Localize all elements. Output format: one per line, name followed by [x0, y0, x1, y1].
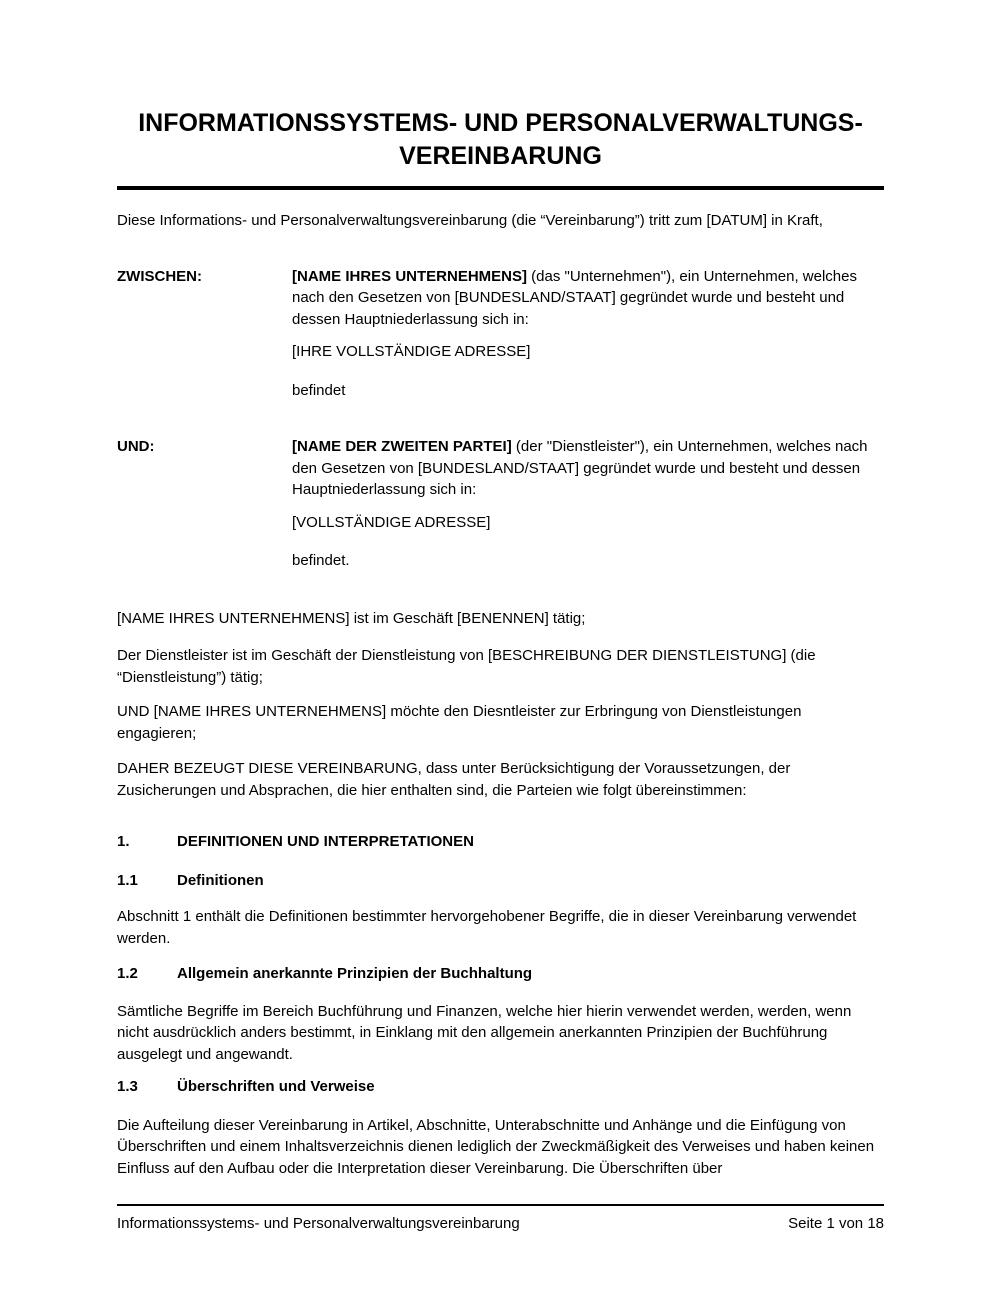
party-between-description	[292, 266, 884, 331]
section-number-1: 1.	[117, 833, 130, 850]
recital-business: [NAME IHRES UNTERNEHMENS] ist im Geschäft [BENENNEN] tätig;	[117, 609, 586, 627]
party-between-row	[117, 266, 884, 402]
party-and-located: befindet.	[292, 552, 350, 569]
page-footer	[117, 1204, 884, 1235]
party-between-description-text: (das "Unternehmen"), ein Unternehmen, welches nach den Gesetzen von [BUNDESLAND/STAAT] gegründet wurde und besteht und dessen Hauptniederlassung sich in:	[292, 267, 857, 328]
party-between-content	[292, 266, 884, 402]
document-title-line1: INFORMATIONSSYSTEMS- UND PERSONALVERWALTUNGS-	[138, 109, 863, 137]
footer-page-number: Seite 1 von 18	[788, 1215, 884, 1232]
section-heading-1	[117, 831, 884, 853]
section-heading-1-3	[117, 1076, 884, 1098]
party-and-address: [VOLLSTÄNDIGE ADRESSE]	[292, 513, 491, 531]
recital-provider: Der Dienstleister ist im Geschäft der Dienstleistung von [BESCHREIBUNG DER DIENSTLEISTUNG] (die “Dienstleistung”) tätig;	[117, 647, 816, 686]
intro-paragraph: Diese Informations- und Personalverwaltungsvereinbarung (die “Vereinbarung”) tritt zum [DATUM] in Kraft,	[117, 212, 823, 229]
section-title-1-2: Allgemein anerkannte Prinzipien der Buchhaltung	[177, 965, 533, 982]
section-body-1-1: Abschnitt 1 enthält die Definitionen bestimmter hervorgehobener Begriffe, die in dieser Vereinbarung verwendet werden.	[117, 908, 857, 947]
section-number-1-3: 1.3	[117, 1078, 138, 1095]
section-heading-1-2	[117, 963, 884, 985]
section-number-1-1: 1.1	[117, 871, 138, 889]
section-title-1: DEFINITIONEN UND INTERPRETATIONEN	[177, 833, 474, 850]
document-title-line2: VEREINBARUNG	[399, 142, 602, 170]
party-between-name: [NAME IHRES UNTERNEHMENS]	[292, 267, 528, 285]
recital-engagement: UND [NAME IHRES UNTERNEHMENS] möchte den Diesntleister zur Erbringung von Dienstleistungen engagieren;	[117, 703, 802, 742]
and-label: UND:	[117, 438, 155, 455]
section-body-1-2: Sämtliche Begriffe im Bereich Buchführung und Finanzen, welche hier hierin verwendet werden, werden, wenn nicht ausdrücklich anders bestimmt, in Einklang mit den allgemein anerkannten Prinzipien der Buchführung ausgelegt und angewandt.	[117, 1002, 852, 1063]
recital-witnesseth: DAHER BEZEUGT DIESE VEREINBARUNG, dass unter Berücksichtigung der Voraussetzungen, der Zusicherungen und Absprachen, die hier enthalten sind, die Parteien wie folgt übereinstimmen:	[117, 760, 791, 799]
party-between-located: befindet	[292, 381, 346, 399]
party-and-description	[292, 436, 884, 501]
party-and-name: [NAME DER ZWEITEN PARTEI]	[292, 438, 512, 455]
party-and-content	[292, 436, 884, 572]
section-number-1-2: 1.2	[117, 965, 138, 982]
footer-document-name: Informationssystems- und Personalverwaltungsvereinbarung	[117, 1215, 520, 1232]
between-label: ZWISCHEN:	[117, 267, 202, 285]
section-title-1-1: Definitionen	[177, 871, 264, 889]
party-and-row	[117, 436, 884, 572]
party-between-address: [IHRE VOLLSTÄNDIGE ADRESSE]	[292, 343, 531, 360]
document-title	[117, 107, 884, 173]
section-title-1-3: Überschriften und Verweise	[177, 1078, 375, 1095]
title-divider-rule	[117, 186, 884, 190]
party-and-description-text: (der "Dienstleister"), ein Unternehmen, welches nach den Gesetzen von [BUNDESLAND/STAAT] gegründet wurde und besteht und dessen Hauptniederlassung sich in:	[292, 438, 868, 498]
section-heading-1-1	[117, 870, 884, 892]
section-body-1-3: Die Aufteilung dieser Vereinbarung in Artikel, Abschnitte, Unterabschnitte und Anhänge und die Einfügung von Überschriften und einem Inhaltsverzeichnis dienen lediglich der Zweckmäßigkeit des Verweises und haben keinen Einfluss auf den Aufbau oder die Interpretation dieser Vereinbarung. Die Überschriften über	[117, 1116, 875, 1177]
